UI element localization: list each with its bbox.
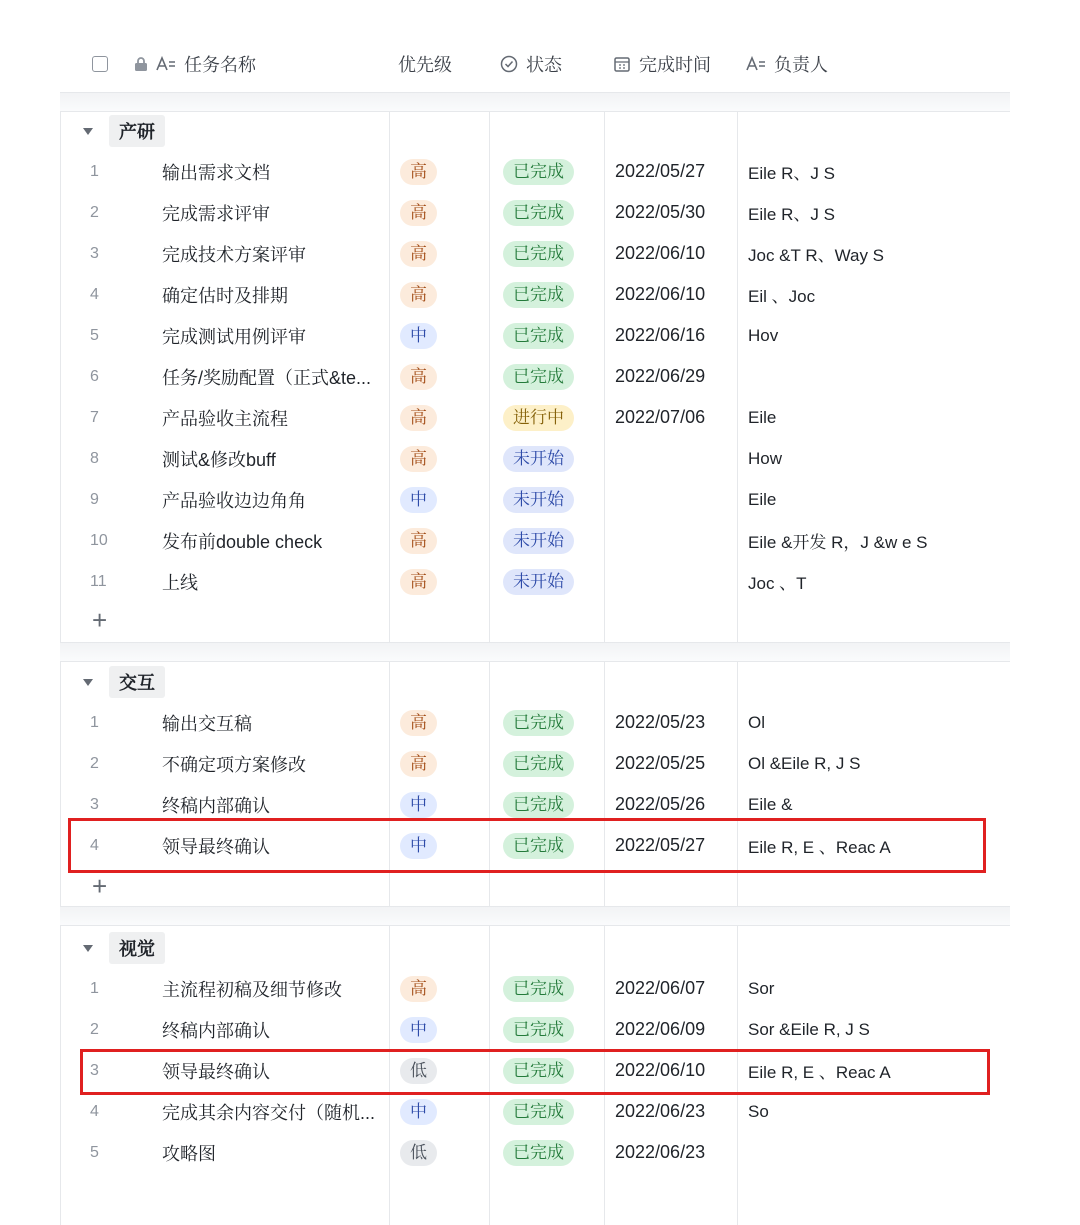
due-date[interactable]: 2022/05/25 [615, 753, 706, 773]
priority-tag[interactable]: 高 [400, 569, 437, 595]
header-status-label: 状态 [526, 55, 562, 75]
status-tag[interactable]: 未开始 [503, 569, 574, 595]
status-tag[interactable]: 已完成 [503, 1058, 574, 1084]
header-priority[interactable] [398, 36, 452, 92]
status-tag[interactable]: 已完成 [503, 976, 574, 1002]
header-status[interactable] [500, 36, 562, 92]
task-name[interactable]: 终稿内部确认 [162, 1020, 270, 1041]
owner[interactable]: Eile [748, 489, 777, 509]
due-date[interactable]: 2022/06/09 [615, 1019, 706, 1039]
row-number: 9 [90, 490, 99, 508]
task-name[interactable]: 领导最终确认 [162, 836, 270, 857]
owner[interactable]: Sor [748, 978, 775, 998]
due-date[interactable]: 2022/06/10 [615, 1060, 706, 1080]
due-date[interactable]: 2022/06/16 [615, 325, 706, 345]
row-number: 4 [90, 285, 99, 303]
task-name[interactable]: 产品验收主流程 [162, 408, 288, 429]
task-name[interactable]: 产品验收边边角角 [162, 490, 306, 511]
table-row[interactable] [60, 743, 1010, 784]
expand-caret-icon[interactable] [83, 679, 93, 686]
row-number: 3 [90, 1061, 99, 1079]
owner[interactable]: Hov [748, 325, 779, 345]
status-tag[interactable]: 已完成 [503, 1099, 574, 1125]
owner[interactable]: Ol &Eile R, J S [748, 753, 861, 773]
task-name[interactable]: 完成其余内容交付（随机... [162, 1102, 376, 1123]
due-date[interactable]: 2022/06/10 [615, 243, 706, 263]
owner[interactable]: Ol [748, 712, 765, 732]
priority-tag[interactable]: 高 [400, 446, 437, 472]
status-tag[interactable]: 已完成 [503, 241, 574, 267]
owner[interactable]: How [748, 448, 783, 468]
table-row[interactable] [60, 315, 1010, 356]
header-task-name[interactable] [134, 36, 256, 92]
status-tag[interactable]: 未开始 [503, 487, 574, 513]
task-name[interactable]: 输出需求文档 [162, 162, 270, 183]
task-name[interactable]: 主流程初稿及细节修改 [162, 979, 342, 1000]
task-name[interactable]: 不确定项方案修改 [162, 754, 306, 775]
row-number: 1 [90, 162, 99, 180]
status-tag[interactable]: 已完成 [503, 1017, 574, 1043]
task-name[interactable]: 上线 [162, 572, 198, 593]
status-tag[interactable]: 已完成 [503, 792, 574, 818]
owner[interactable]: Eile & [748, 794, 793, 814]
task-name[interactable]: 完成需求评审 [162, 203, 270, 224]
row-number: 3 [90, 795, 99, 813]
row-number: 11 [90, 572, 107, 590]
owner[interactable] [748, 1132, 1010, 1173]
task-name[interactable]: 完成测试用例评审 [162, 326, 306, 347]
status-tag[interactable]: 已完成 [503, 364, 574, 390]
due-date[interactable]: 2022/05/27 [615, 161, 706, 181]
priority-tag[interactable]: 高 [400, 282, 437, 308]
status-tag[interactable]: 进行中 [503, 405, 574, 431]
table-row[interactable] [60, 356, 1010, 397]
task-name[interactable]: 任务/奖励配置（正式&te... [162, 367, 372, 388]
status-tag[interactable]: 未开始 [503, 446, 574, 472]
row-number: 10 [90, 531, 108, 549]
table-row[interactable] [60, 561, 1010, 602]
owner[interactable]: Eile R, E 、Reac A [748, 1063, 891, 1082]
priority-tag[interactable]: 高 [400, 159, 437, 185]
owner[interactable]: So [748, 1101, 769, 1121]
group-name: 交互 [109, 666, 165, 698]
owner[interactable]: Eile [748, 407, 777, 427]
row-number: 3 [90, 244, 99, 262]
expand-caret-icon[interactable] [83, 128, 93, 135]
due-date[interactable]: 2022/06/29 [615, 366, 706, 386]
header-owner-label: 负责人 [774, 55, 828, 75]
task-name[interactable]: 完成技术方案评审 [162, 244, 306, 265]
add-row-icon[interactable]: + [92, 871, 108, 901]
due-date[interactable]: 2022/06/07 [615, 978, 706, 998]
priority-tag[interactable]: 高 [400, 405, 437, 431]
status-tag[interactable]: 已完成 [503, 323, 574, 349]
owner[interactable]: Eile R、J S [748, 164, 835, 183]
row-number: 8 [90, 449, 99, 467]
due-date[interactable]: 2022/06/10 [615, 284, 706, 304]
owner[interactable]: Eile R、J S [748, 205, 835, 224]
group-separator [60, 642, 1010, 662]
table-row[interactable] [60, 1132, 1010, 1173]
status-tag[interactable]: 未开始 [503, 528, 574, 554]
priority-tag[interactable]: 高 [400, 528, 437, 554]
priority-tag[interactable]: 中 [400, 1099, 437, 1125]
table-row[interactable] [60, 1009, 1010, 1050]
checkbox-icon[interactable] [92, 56, 108, 72]
status-tag[interactable]: 已完成 [503, 710, 574, 736]
status-tag[interactable]: 已完成 [503, 200, 574, 226]
task-name[interactable]: 攻略图 [162, 1143, 216, 1164]
group-separator [60, 92, 1010, 112]
group-separator [60, 906, 1010, 926]
priority-tag[interactable]: 中 [400, 323, 437, 349]
header-due-date[interactable] [613, 36, 711, 92]
priority-tag[interactable]: 中 [400, 1017, 437, 1043]
table-row[interactable] [60, 968, 1010, 1009]
due-date[interactable]: 2022/06/23 [615, 1142, 706, 1162]
status-tag[interactable]: 已完成 [503, 282, 574, 308]
status-tag[interactable]: 已完成 [503, 833, 574, 859]
table-row[interactable] [60, 192, 1010, 233]
expand-caret-icon[interactable] [83, 945, 93, 952]
priority-tag[interactable]: 中 [400, 833, 437, 859]
text-field-icon [746, 56, 766, 72]
priority-tag[interactable]: 高 [400, 200, 437, 226]
owner[interactable]: Eile &开发 R，J &w e S [748, 533, 928, 552]
row-number: 6 [90, 367, 99, 385]
due-date[interactable]: 2022/05/26 [615, 794, 706, 814]
row-number: 4 [90, 1102, 99, 1120]
group-header[interactable] [60, 111, 165, 151]
add-row-icon[interactable]: + [92, 605, 108, 635]
priority-tag[interactable]: 中 [400, 487, 437, 513]
table-row[interactable] [60, 151, 1010, 192]
owner[interactable]: Joc &T R、Way S [748, 246, 885, 265]
owner[interactable]: Eil 、Joc [748, 287, 816, 306]
priority-tag[interactable]: 中 [400, 792, 437, 818]
priority-tag[interactable]: 高 [400, 710, 437, 736]
table-view [60, 0, 1010, 1225]
table-row[interactable] [60, 438, 1010, 479]
row-number: 1 [90, 979, 99, 997]
table-row[interactable] [60, 702, 1010, 743]
priority-tag[interactable]: 高 [400, 751, 437, 777]
task-name[interactable]: 测试&修改buff [162, 449, 276, 470]
row-number: 2 [90, 754, 99, 772]
row-number: 7 [90, 408, 99, 426]
due-date[interactable]: 2022/05/30 [615, 202, 706, 222]
header-owner[interactable] [746, 36, 828, 92]
row-number: 5 [90, 326, 99, 344]
status-tag[interactable]: 已完成 [503, 1140, 574, 1166]
priority-tag[interactable]: 高 [400, 241, 437, 267]
highlight-box [68, 818, 986, 873]
due-date[interactable]: 2022/05/23 [615, 712, 706, 732]
row-number: 1 [90, 713, 99, 731]
due-date[interactable]: 2022/07/06 [615, 407, 706, 427]
task-name[interactable]: 领导最终确认 [162, 1061, 270, 1082]
table-header [60, 36, 1010, 93]
task-name[interactable]: 终稿内部确认 [162, 795, 270, 816]
due-date[interactable]: 2022/05/27 [615, 835, 706, 855]
header-due-date-label: 完成时间 [639, 55, 711, 75]
owner[interactable]: Eile R, E 、Reac A [748, 838, 891, 857]
priority-tag[interactable]: 高 [400, 364, 437, 390]
owner[interactable]: Joc 、T [748, 574, 807, 593]
priority-tag[interactable]: 低 [400, 1058, 437, 1084]
owner[interactable]: Sor &Eile R, J S [748, 1019, 870, 1039]
group-name: 视觉 [109, 932, 165, 964]
group-header[interactable] [60, 928, 165, 968]
status-icon [500, 55, 518, 73]
table-row[interactable] [60, 274, 1010, 315]
status-tag[interactable]: 已完成 [503, 751, 574, 777]
header-priority-label: 优先级 [398, 55, 452, 75]
select-all-checkbox[interactable] [92, 36, 108, 92]
table-row[interactable] [60, 520, 1010, 561]
due-date[interactable]: 2022/06/23 [615, 1101, 706, 1121]
task-name[interactable]: 输出交互稿 [162, 713, 252, 734]
owner[interactable] [748, 356, 1010, 397]
header-task-name-label: 任务名称 [184, 55, 256, 75]
group-name: 产研 [109, 115, 165, 147]
priority-tag[interactable]: 低 [400, 1140, 437, 1166]
group-header[interactable] [60, 662, 165, 702]
calendar-icon [613, 55, 631, 73]
row-number: 5 [90, 1143, 99, 1161]
row-number: 4 [90, 836, 99, 854]
table-row[interactable] [60, 1091, 1010, 1132]
row-number: 2 [90, 203, 99, 221]
table-row[interactable] [60, 233, 1010, 274]
task-name[interactable]: 发布前double check [162, 531, 323, 552]
lock-icon [134, 56, 148, 72]
highlight-box [80, 1049, 990, 1095]
status-tag[interactable]: 已完成 [503, 159, 574, 185]
table-row[interactable] [60, 479, 1010, 520]
priority-tag[interactable]: 高 [400, 976, 437, 1002]
table-row[interactable] [60, 397, 1010, 438]
row-number: 2 [90, 1020, 99, 1038]
task-name[interactable]: 确定估时及排期 [162, 285, 288, 306]
text-field-icon [156, 56, 176, 72]
